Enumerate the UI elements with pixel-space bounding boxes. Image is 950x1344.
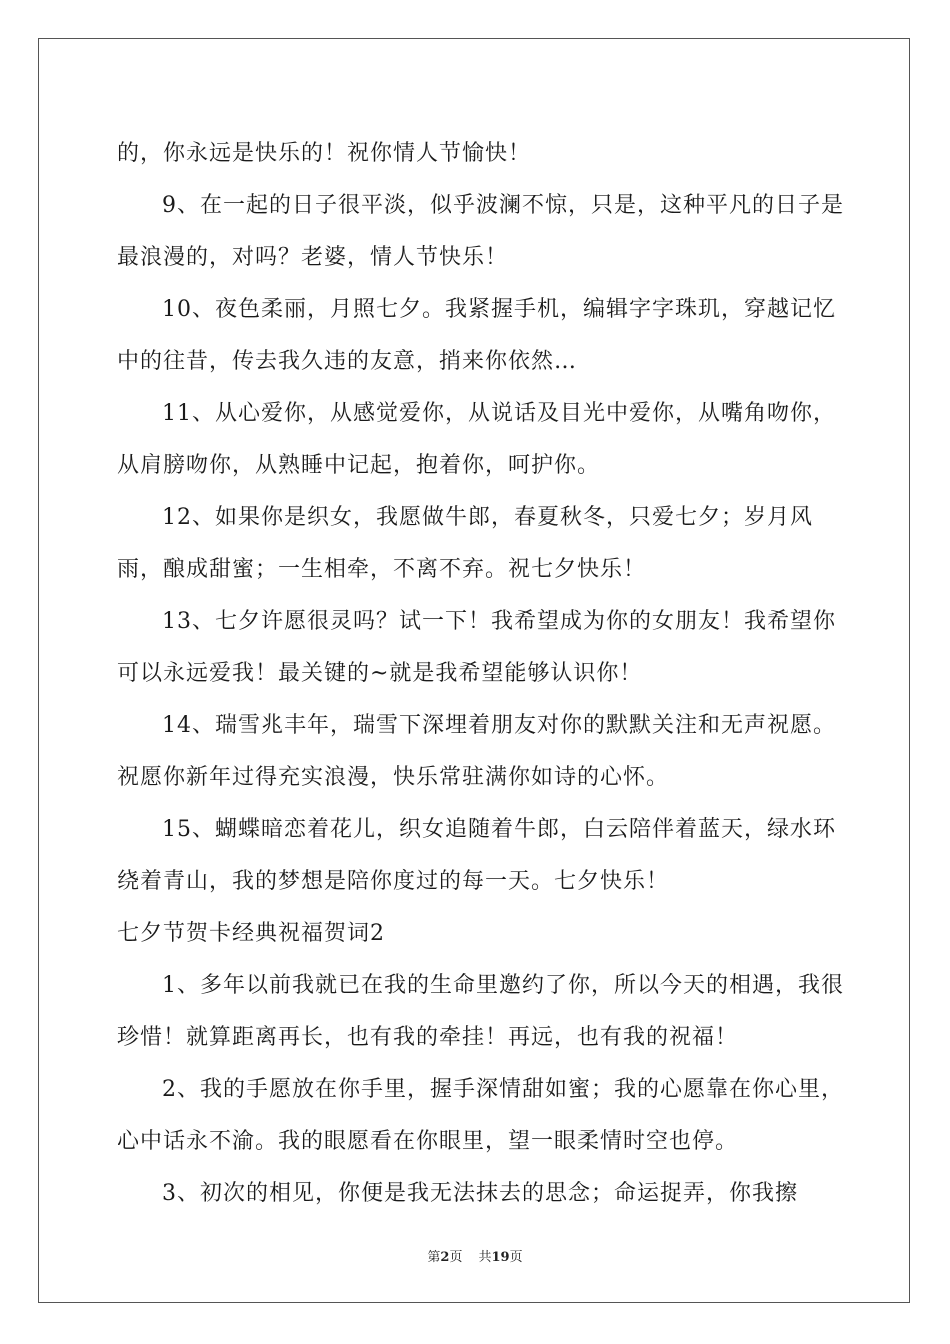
total-pages: 19 — [491, 1250, 510, 1265]
paragraph-continuation: 的，你永远是快乐的！祝你情人节愉快！ — [117, 141, 532, 166]
section-paragraph-item-1: 1、多年以前我就已在我的生命里邀约了你，所以今天的相遇，我很珍惜！就算距离再长，也有我的牵挂！再远，也有我的祝福！ — [117, 973, 844, 1050]
section-paragraph-item-2: 2、我的手愿放在你手里，握手深情甜如蜜；我的心愿靠在你心里，心中话永不渝。我的眼愿看在你眼里，望一眼柔情时空也停。 — [117, 1077, 844, 1154]
section-heading: 七夕节贺卡经典祝福贺词2 — [117, 921, 385, 946]
paragraph-item-10: 10、夜色柔丽，月照七夕。我紧握手机，编辑字字珠玑，穿越记忆中的往昔，传去我久违的友意，捎来你依然… — [117, 297, 836, 374]
page-number: 2 — [440, 1250, 450, 1265]
page-prefix: 第 — [427, 1250, 441, 1265]
total-suffix: 页 — [509, 1250, 523, 1265]
document-body — [117, 128, 857, 1220]
paragraph-item-14: 14、瑞雪兆丰年，瑞雪下深埋着朋友对你的默默关注和无声祝愿。祝愿你新年过得充实浪漫，快乐常驻满你如诗的心怀。 — [117, 713, 836, 790]
page-footer — [0, 1246, 950, 1265]
paragraph-item-13: 13、七夕许愿很灵吗？试一下！我希望成为你的女朋友！我希望你可以永远爱我！最关键的~就是我希望能够认识你！ — [117, 609, 836, 686]
total-prefix: 共 — [478, 1250, 492, 1265]
section-paragraph-item-3: 3、初次的相见，你便是我无法抹去的思念；命运捉弄，你我擦 — [162, 1181, 798, 1206]
paragraph-item-11: 11、从心爱你，从感觉爱你，从说话及目光中爱你，从嘴角吻你，从肩膀吻你，从熟睡中记起，抱着你，呵护你。 — [117, 401, 836, 478]
paragraph-item-9: 9、在一起的日子很平淡，似乎波澜不惊，只是，这种平凡的日子是最浪漫的，对吗？老婆，情人节快乐！ — [117, 193, 844, 270]
paragraph-item-12: 12、如果你是织女，我愿做牛郎，春夏秋冬，只爱七夕；岁月风雨，酿成甜蜜；一生相牵，不离不弃。祝七夕快乐！ — [117, 505, 813, 582]
page-suffix: 页 — [449, 1250, 463, 1265]
paragraph-item-15: 15、蝴蝶暗恋着花儿，织女追随着牛郎，白云陪伴着蓝天，绿水环绕着青山，我的梦想是陪你度过的每一天。七夕快乐！ — [117, 817, 836, 894]
